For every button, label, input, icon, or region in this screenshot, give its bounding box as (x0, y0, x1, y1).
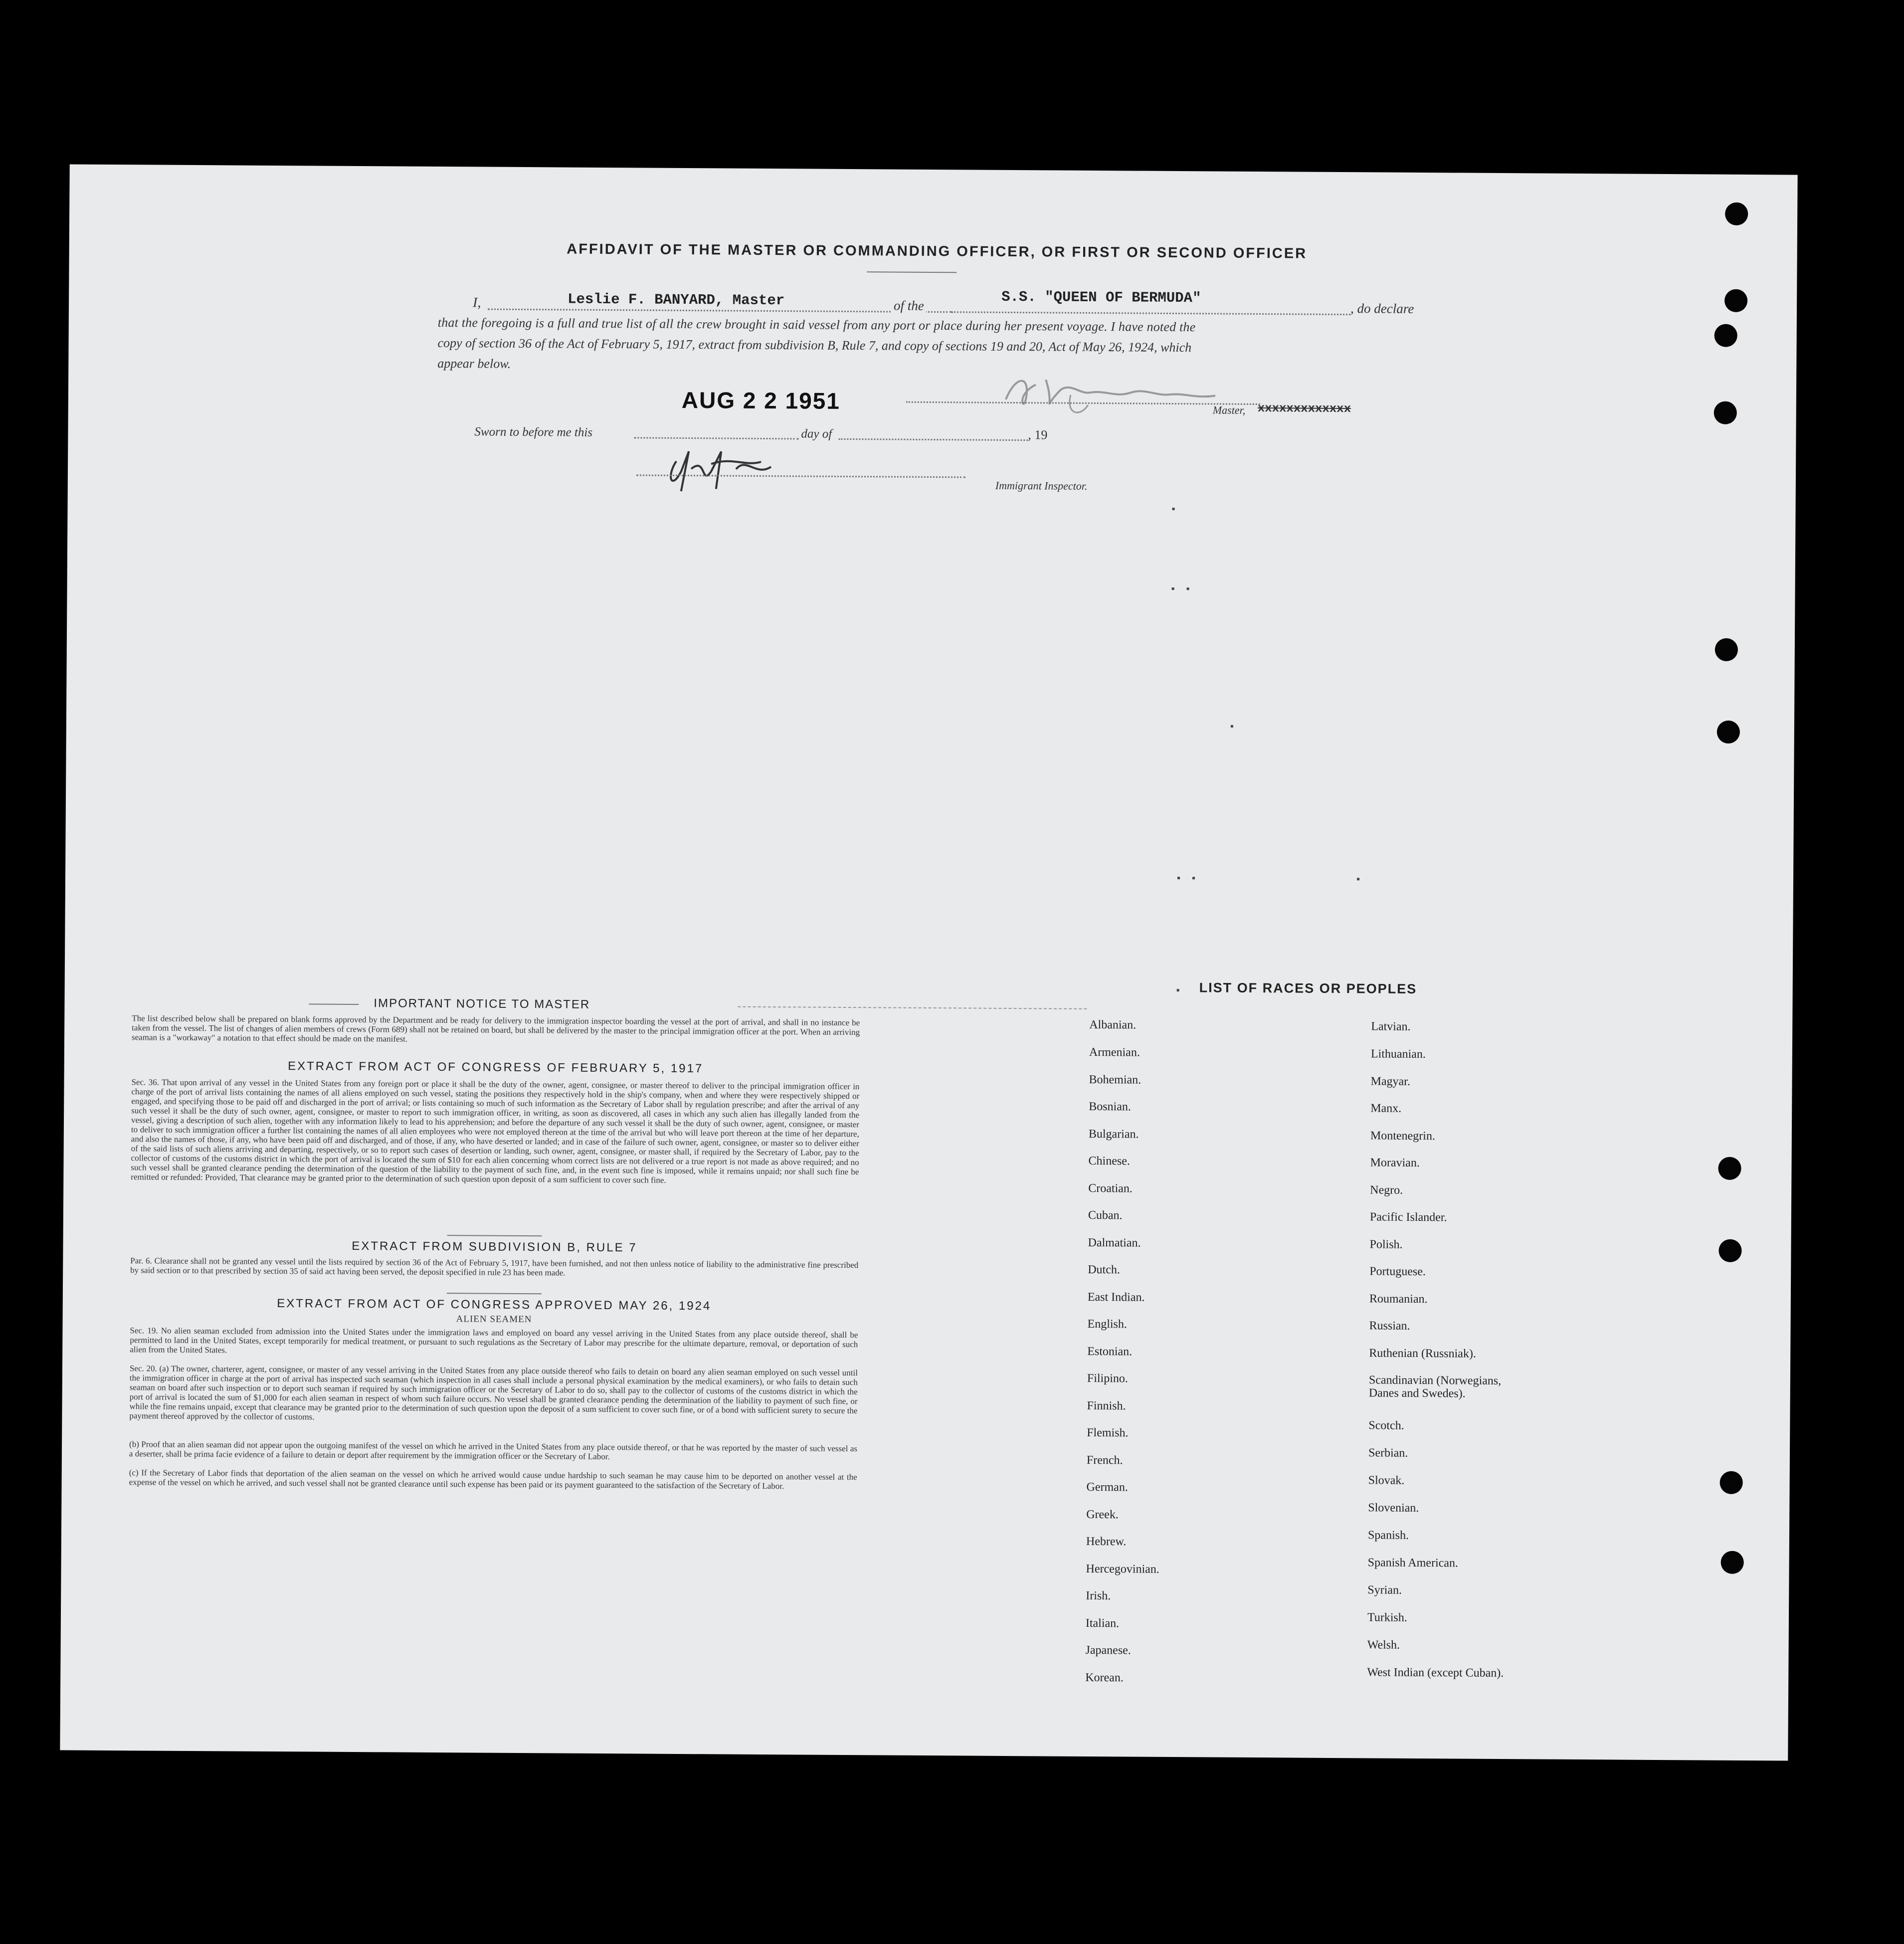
race-item: Slovak. (1368, 1474, 1405, 1487)
title-underline (867, 271, 956, 273)
punch-hole (1714, 324, 1737, 347)
notice-rule-right (738, 1006, 1087, 1009)
do-declare-label: , do declare (1350, 301, 1414, 316)
affidavit-line-4: appear below. (437, 356, 511, 371)
race-item: Irish. (1086, 1589, 1111, 1603)
race-item: Bulgarian. (1088, 1127, 1139, 1141)
race-item: Magyar. (1370, 1075, 1410, 1088)
rule7-text: Par. 6. Clearance shall not be granted any vessel until the lists required by section 36 of the Act of February 5, 1917, have been furnished, and not then unless notice of liability to the administrative fine prescribed by said section or to that prescribed by section 35 of said act having been served, the deposit specified in rule 23 has been made. (130, 1256, 859, 1278)
race-item: Negro. (1370, 1183, 1403, 1197)
affidavit-i-label: I, (472, 295, 481, 311)
race-item: Slovenian. (1368, 1501, 1419, 1515)
extract-1924-heading: EXTRACT FROM ACT OF CONGRESS APPROVED MAY 26, 1924 (277, 1297, 712, 1313)
notice-text: The list described below shall be prepared on blank forms approved by the Department and be ready for delivery to the immigration inspector boarding the vessel at the port of arrival, and shall in no instance be taken from the vessel. The list of changes of alien members of crews (Form 689) shall not be retained on board, but shall be delivered by the master to the principal immigration officer at the port. When an arriving seaman is a "workaway" a notation to that effect should be made on the manifest. (131, 1013, 860, 1044)
stray-mark (1172, 587, 1174, 590)
race-item: Estonian. (1087, 1345, 1133, 1359)
race-item: Chinese. (1088, 1154, 1130, 1168)
sworn-day-blank (634, 437, 798, 439)
race-item: Roumanian. (1369, 1292, 1428, 1306)
race-item: Finnish. (1087, 1399, 1126, 1413)
alien-seamen-subheading: ALIEN SEAMEN (456, 1314, 532, 1325)
ship-blank (952, 311, 1350, 315)
race-item: Croatian. (1088, 1181, 1133, 1195)
master-name: Leslie F. BANYARD, Master (568, 291, 785, 309)
divider (447, 1293, 542, 1294)
races-heading: LIST OF RACES OR PEOPLES (1199, 980, 1417, 996)
rule7-heading: EXTRACT FROM SUBDIVISION B, RULE 7 (352, 1239, 637, 1255)
race-item: Bohemian. (1089, 1073, 1142, 1087)
stray-mark (1192, 877, 1195, 879)
stray-mark (1187, 587, 1189, 590)
inspector-signature (661, 441, 786, 497)
race-item: Manx. (1370, 1102, 1402, 1115)
race-item: Japanese. (1085, 1643, 1131, 1657)
struck-out-text: xxxxxxxxxxxxx (1257, 402, 1351, 416)
race-item: Bosnian. (1089, 1100, 1131, 1114)
race-item: Armenian. (1089, 1045, 1140, 1059)
stray-mark (1231, 725, 1233, 728)
year-label: , 19 (1028, 427, 1048, 442)
punch-hole (1721, 1551, 1744, 1574)
ship-name: S.S. "QUEEN OF BERMUDA" (1001, 288, 1201, 307)
punch-hole (1715, 638, 1738, 661)
punch-hole (1720, 1471, 1743, 1494)
punch-hole (1714, 401, 1737, 424)
inspector-label: Immigrant Inspector. (995, 479, 1088, 492)
divider (447, 1235, 542, 1236)
affidavit-line-2: that the foregoing is a full and true list of all the crew brought in said vessel from any port or place during her present voyage. I have noted the (437, 315, 1196, 335)
race-item: Hercegovinian. (1086, 1562, 1159, 1576)
sec-20a-text: Sec. 20. (a) The owner, charterer, agent, consignee, or master of any vessel arriving in the United States from any place outside thereof who fails to detain on board any alien seaman employed on such vessel until the immigration officer in charge at the port of arrival has inspected such seaman (which inspection in all cases shall include a personal physical examination by the medical examiners), or who fails to detain such seaman on board after such inspection or to deport such seaman if required by such immigration officer or the Secretary of Labor to do so, shall pay to the collector of customs of the customs district in which the port of arrival is located the sum of $1,000 for each alien seaman in respect of whom such failure occurs. No vessel shall be granted clearance pending the determination of the liability to payment of such fine, or while the fine remains unpaid, except that clearance may be granted prior to the determination of such question upon the deposit of a sum sufficient to cover such fine, or of a bond with sufficient surety to secure the payment thereof approved by the collector of customs. (129, 1363, 858, 1422)
stray-mark (1172, 508, 1175, 510)
sec-19-text: Sec. 19. No alien seaman excluded from admission into the United States under the immigration laws and employed on board any vessel arriving in the United States from any place outside thereof, shall be permitted to land in the United States, except temporarily for medical treatment, or pursuant to such regulations as the Secretary of Labor may prescribe for the ultimate departure, removal, or deportation of such alien from the United States. (130, 1326, 858, 1355)
race-item: West Indian (except Cuban). (1367, 1666, 1504, 1680)
race-item: Montenegrin. (1370, 1129, 1435, 1143)
extract-1917-heading: EXTRACT FROM ACT OF CONGRESS OF FEBRUARY 5, 1917 (288, 1059, 704, 1076)
punch-hole (1717, 721, 1740, 744)
race-item: Italian. (1085, 1616, 1120, 1630)
notice-heading: IMPORTANT NOTICE TO MASTER (374, 996, 590, 1011)
race-item: Hebrew. (1086, 1535, 1127, 1549)
punch-hole (1725, 202, 1748, 225)
race-item: Scotch. (1368, 1419, 1404, 1432)
punch-hole (1718, 1157, 1741, 1180)
stray-mark (1177, 877, 1180, 879)
race-item: English. (1087, 1317, 1127, 1331)
race-item: Greek. (1086, 1508, 1119, 1522)
race-item: Russian. (1369, 1319, 1410, 1333)
race-item: Syrian. (1367, 1583, 1402, 1597)
race-item: Dutch. (1088, 1263, 1120, 1277)
race-item: Welsh. (1367, 1638, 1400, 1652)
race-item: French. (1086, 1453, 1123, 1467)
race-item: Korean. (1085, 1671, 1124, 1685)
name-blank (488, 309, 952, 313)
race-item: Filipino. (1087, 1371, 1129, 1385)
date-stamp: AUG 2 2 1951 (681, 387, 841, 414)
punch-hole (1718, 1239, 1741, 1262)
extract-1917-text: Sec. 36. That upon arrival of any vessel in the United States from any foreign port or place it shall be the duty of the owner, agent, consignee, or master thereof to deliver to the principal immigration officer in charge of the port of arrival lists containing the names of all aliens employed on such vessel, stating the positions they respectively hold in the ship's company, when and where they were respectively shipped or engaged, and specifying those to be paid off and discharged in the port of arrival; or lists containing so much of such information as the Secretary of Labor shall by regulation prescribe; and after the arrival of any such vessel it shall be the duty of such owner, agent, consignee, or master to report to such immigration officer, in writing, as soon as discovered, all cases in which any such alien has illegally landed from the vessel, giving a description of such alien, together with any information likely to lead to his apprehension; and before the departure of any such vessel it shall be the duty of such owner, agent, consignee, or master to deliver to such immigration officer a further list containing the names of all alien employees who were not employed thereon at the time of the arrival but who will leave port thereon at the time of her departure, and also the names of those, if any, who have been paid off and discharged, and of those, if any, who have deserted or landed; and in case of the failure of such owner, agent, consignee, or master so to deliver either of the said lists of such aliens arriving and departing, respectively, or so to report such cases of desertion or landing, such owner, agent, consignee, or master shall, if required by the Secretary of Labor, pay to the collector of customs of the customs district in which the port of arrival is located the sum of $10 for each alien concerning whom correct lists are not delivered or a true report is not made as above required; and no such vessel shall be granted clearance pending the determination of the question of the liability to the payment of such fine, and, in the event such fine is imposed, while it remains unpaid; nor shall such fine be remitted or refunded: Provided, That clearance may be granted prior to the determination of such question upon deposit of a sum sufficient to cover such fine. (131, 1077, 860, 1185)
sworn-label: Sworn to before me this (474, 425, 593, 439)
race-item: Ruthenian (Russniak). (1369, 1347, 1476, 1361)
race-item: Moravian. (1370, 1156, 1420, 1170)
race-item: Serbian. (1368, 1446, 1408, 1460)
race-item: Scandinavian (Norwegians, Danes and Swedes). (1368, 1373, 1502, 1400)
race-item: Albanian. (1089, 1018, 1137, 1032)
race-item: Pacific Islander. (1369, 1210, 1447, 1224)
race-item: Lithuanian. (1370, 1047, 1426, 1061)
punch-hole (1724, 289, 1747, 312)
sworn-month-blank (838, 438, 1028, 441)
affidavit-line-3: copy of section 36 of the Act of February 5, 1917, extract from subdivision B, Rule 7, and copy of sections 19 and 20, Act of May 26, 1924, which (437, 335, 1192, 355)
sec-20c-text: (c) If the Secretary of Labor finds that deportation of the alien seaman on the vessel on which he arrived would cause undue hardship to such seaman he may cause him to be deported on another vessel at the expense of the vessel on which he arrived, and such vessel shall not be granted clearance until such expense has been paid or its payment guaranteed to the satisfaction of the Secretary of Labor. (129, 1468, 857, 1491)
sec-20b-text: (b) Proof that an alien seaman did not appear upon the outgoing manifest of the vessel on which he arrived in the United States from any place outside thereof, or that he was reported by the master of such vessel as a deserter, shall be prima facie evidence of a failure to detain or deport after requirement by the immigration officer or the Secretary of Labor. (129, 1439, 858, 1462)
race-item: East Indian. (1087, 1290, 1145, 1304)
affidavit-title: AFFIDAVIT OF THE MASTER OR COMMANDING OFFICER, OR FIRST OR SECOND OFFICER (567, 241, 1308, 262)
day-of-label: day of (801, 427, 832, 441)
race-item: Flemish. (1087, 1426, 1129, 1440)
race-item: Polish. (1369, 1238, 1403, 1251)
race-item: Turkish. (1367, 1611, 1407, 1624)
race-item: German. (1086, 1480, 1128, 1494)
stray-mark (1357, 878, 1359, 880)
race-item: Latvian. (1371, 1020, 1411, 1033)
race-item: Cuban. (1088, 1208, 1123, 1222)
of-the-label: of the (892, 298, 926, 314)
stray-mark (1177, 989, 1179, 991)
notice-rule-left (309, 1003, 359, 1005)
master-label: Master, (1212, 403, 1246, 416)
document-sheet (60, 164, 1797, 1760)
race-item: Spanish American. (1367, 1556, 1459, 1570)
race-item: Portuguese. (1369, 1265, 1426, 1279)
race-item: Dalmatian. (1088, 1236, 1141, 1250)
race-item: Spanish. (1367, 1529, 1409, 1542)
